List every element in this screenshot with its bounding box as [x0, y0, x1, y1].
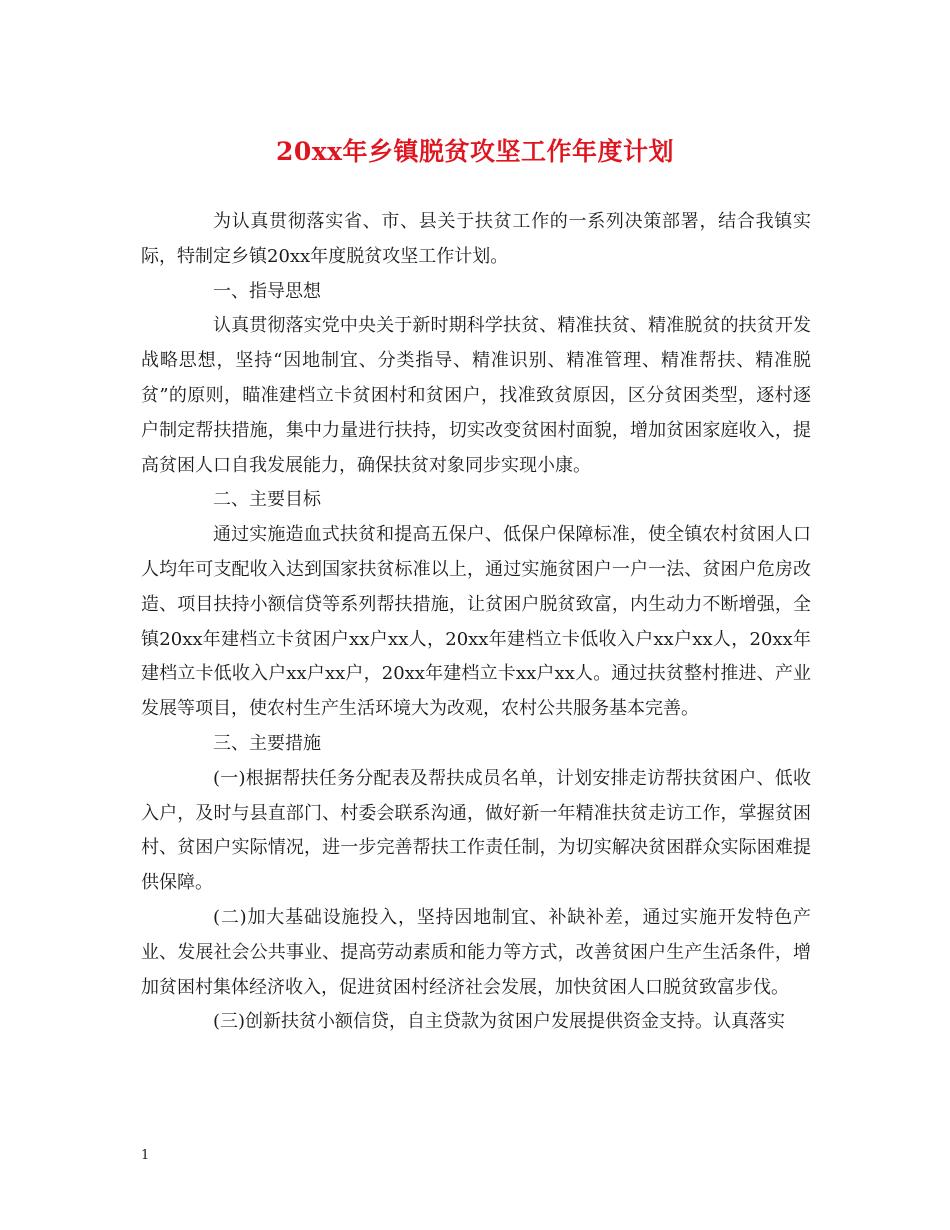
- section-heading-main-goals: 二、主要目标: [213, 489, 321, 511]
- measure-2-paragraph: (二)加大基础设施投入，坚持因地制宜、补缺补差，通过实施开发特色产业、发展社会公共事业、提高劳动素质和能力等方式，改善贫困户生产生活条件，增加贫困村集体经济收入，促进贫困村经济社会发展，加快贫困人口脱贫致富步伐。: [141, 906, 811, 998]
- measure-1-paragraph: (一)根据帮扶任务分配表及帮扶成员名单，计划安排走访帮扶贫困户、低收入户，及时与县直部门、村委会联系沟通，做好新一年精准扶贫走访工作，掌握贫困村、贫困户实际情况，进一步完善帮扶工作责任制，为切实解决贫困群众实际困难提供保障。: [141, 767, 811, 894]
- document-body: [141, 205, 811, 1040]
- main-goals-paragraph: 通过实施造血式扶贫和提高五保户、低保户保障标准，使全镇农村贫困人口人均年可支配收入达到国家扶贫标准以上，通过实施贫困户一户一法、贫困户危房改造、项目扶持小额信贷等系列帮扶措施，让贫困户脱贫致富，内生动力不断增强，全镇20xx年建档立卡贫困户xx户xx人，20xx年建档立卡低收入户xx户xx人，20xx年建档立卡低收入户xx户xx户，20xx年建档立卡xx户xx人。通过扶贫整村推进、产业发展等项目，使农村生产生活环境大为改观，农村公共服务基本完善。: [141, 524, 811, 720]
- intro-paragraph: 为认真贯彻落实省、市、县关于扶贫工作的一系列决策部署，结合我镇实际，特制定乡镇20xx年度脱贫攻坚工作计划。: [141, 211, 811, 267]
- section-heading-guiding-thought: 一、指导思想: [213, 280, 321, 302]
- page-number: 1: [141, 1148, 150, 1163]
- measure-3-paragraph: (三)创新扶贫小额信贷，自主贷款为贫困户发展提供资金支持。认真落实: [213, 1011, 786, 1033]
- section-heading-main-measures: 三、主要措施: [213, 732, 321, 754]
- guiding-thought-paragraph: 认真贯彻落实党中央关于新时期科学扶贫、精准扶贫、精准脱贫的扶贫开发战略思想，坚持“因地制宜、分类指导、精准识别、精准管理、精准帮扶、精准脱贫”的原则，瞄准建档立卡贫困村和贫困户，找准致贫原因，区分贫困类型，逐村逐户制定帮扶措施，集中力量进行扶持，切实改变贫困村面貌，增加贫困家庭收入，提高贫困人口自我发展能力，确保扶贫对象同步实现小康。: [141, 315, 811, 476]
- document-title: 20xx年乡镇脱贫攻坚工作年度计划: [275, 137, 675, 166]
